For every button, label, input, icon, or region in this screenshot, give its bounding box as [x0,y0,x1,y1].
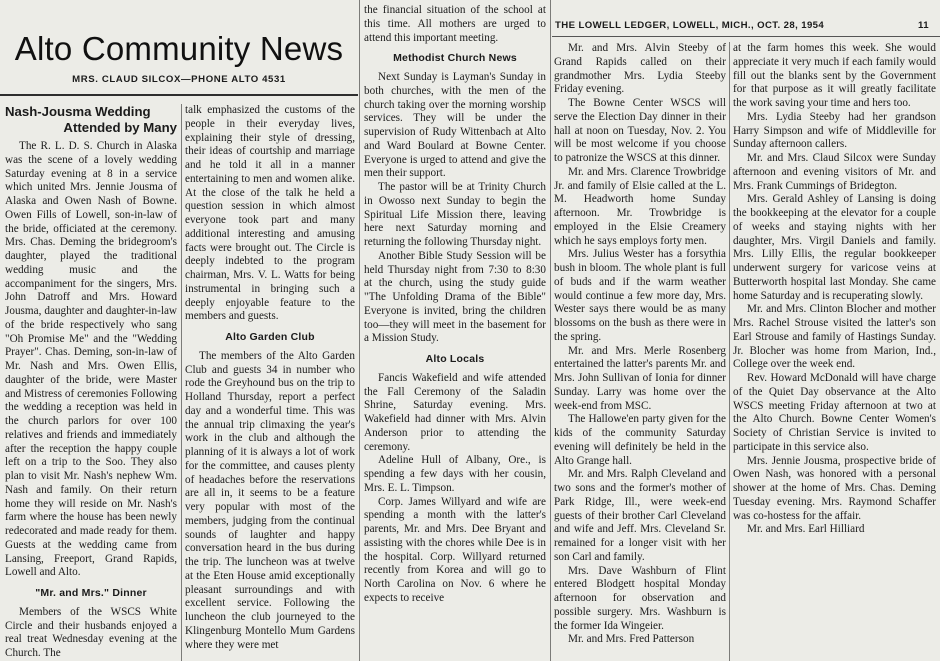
methodist-text-1: Next Sunday is Layman's Sunday in both churches, with the men of the church taking over the morning worship services. They will be under the supervision of Rudy Wittenbach at Alto and Ward Boulard at Bowne Center. Everyone is urged to attend and give the men their support. [364,71,546,180]
locals-item: Mr. and Mrs. Clinton Blocher and mother Mrs. Rachel Strouse visited the latter's son Earl Strouse and family of Hastings Sunday. Jr. Blocher was home from Marion, Ind., College over the week end. [733,303,936,371]
locals-item: Mrs. Jennie Jousma, prospective bride of Owen Nash, was honored with a personal shower at the home of Mrs. Chas. Deming Tuesday evening. Mrs. Raymond Schaffer was co-hostess for the affair. [733,454,936,522]
column-locals-2 [733,42,936,661]
wedding-headline-line2: Attended by Many [63,120,177,135]
folio-text: THE LOWELL LEDGER, LOWELL, MICH., OCT. 28, 1954 [555,20,825,31]
masthead-title: Alto Community News [14,30,344,67]
dinner-heading: "Mr. and Mrs." Dinner [35,587,147,599]
methodist-heading: Methodist Church News [393,52,517,65]
column-rule [550,0,551,661]
alto-locals-heading: Alto Locals [425,353,485,365]
locals-item: Mr. and Mrs. Clarence Trowbridge Jr. and family of Elsie called at the L. M. Headworth home Sunday afternoon. Mr. Trowbridge is employed in the Elsie Creamery which he says employs forty men. [554,165,726,247]
masthead-rule [0,94,358,96]
masthead-subtitle: MRS. CLAUD SILCOX—PHONE ALTO 4531 [72,74,286,85]
locals-item: The Hallowe'en party given for the kids of the community Saturday evening will definitely be held in the Alto Grange hall. [554,413,726,467]
column-rule [729,42,730,661]
locals-item: Mr. and Mrs. Alvin Steeby of Grand Rapids called on their grandmother Mrs. Lydia Steeby Friday evening. [554,42,726,96]
locals-item: Mr. and Mrs. Fred Patterson [568,633,695,646]
locals-item: Mrs. Dave Washburn of Flint entered Blodgett hospital Monday afternoon for observation and possible surgery. Mrs. Washburn is the former Ida Wingeier. [554,564,726,632]
column-rule [359,0,360,661]
locals-text-3: Corp. James Willyard and wife are spending a month with the latter's parents, Mr. and Mrs. Dee Bryant and assisting with the chores while Dee is in the hospital. Corp. Willyard returned recently from Korea and will go to North Carolina on Nov. 6 where he expects to receive [364,495,546,604]
wedding-article-text: The R. L. D. S. Church in Alaska was the scene of a lovely wedding Saturday evening at 8 in a service which united Mrs. Jennie Jousma of Alaska and Owen Nash of Bowne. Owen Fills of Lowell, son-in-law of the bride, officiated at the ceremony. Mrs. Chas. Deming the bridegroom's daughter, played the traditional wedding music and the accompaniment for the singers, Mrs. John Datroff and Mrs. Howard Jousma, daughter and daughter-in-law of the bride respectively who sang "Oh Promise Me" and the "Wedding Prayer". Chas. Deming, son-in-law of Mr. Nash and Mrs. Owen Ellis, daughter of the bride, were Master and Mistress of ceremonies Following the wedding a reception was held in the church parlors for over 100 relatives and friends and immediately after the reception the happy couple left on a trip to the Soo. They also plan to visit Mr. Nash's nephew Wm. Nash and family. On their return home they will reside on Mr. Nash's farm where the house has been newly redecorated and made ready for them. Guests at the wedding came from Lansing, Freeport, Grand Rapids, Lowell and Alto. [5,140,177,579]
talk-continued-text: talk emphasized the customs of the people in their everyday lives, explaining their style of dressing, their ideas of courtship and marriage and he told it all in a manner entertaining to men and women alike. At the close of the talk he held a question session in which almost everyone took part and many additional interesting and amusing facts were brought out. The Circle is deeply indebted to the program chairman, Mrs. V. L. Watts for being instrumental in bringing such a deeply enjoyable feature to the members and guests. [185,104,355,323]
column-wedding [5,104,177,661]
garden-club-text: The members of the Alto Garden Club and guests 34 in number who rode the Greyhound bus on the trip to Holland Thursday, report a perfect day and a wonderful time. This was the annual trip climaxing the year's work in the club and although the planning of it is always a lot of work for the committee, and causes plenty of headaches before the reservations are all in, it seems to be a feature very popular with most of the members, judging from the continual sounds of laughter and happy conversation heard in the bus during the trip. The luncheon was at twelve at the Eten House amid exceptionally pleasant surroundings and with excellent service. Following the luncheon the club journeyed to the Klingenburg Montello Mum Gardens where they were met [185,349,355,651]
garden-club-heading: Alto Garden Club [225,331,315,343]
locals-item: Mr. and Mrs. Ralph Cleveland and two sons and the former's mother of Park Ridge, Ill., were week-end guests of their brother Carl Cleveland and wife and Jeff. Mrs. Cleveland Sr. remained for a longer visit with her son Carl and family. [554,468,726,563]
methodist-text-3: Another Bible Study Session will be held Thursday night from 7:30 to 8:30 at the church, using the study guide "The Unfolding Drama of the Bible" Everyone is invited, bring the children too—they will meet in the basement for a Mission Study. [364,249,546,345]
locals-item: Mr. and Mrs. Claud Silcox were Sunday afternoon and evening visitors of Mr. and Mrs. Frank Cummings of Bridegton. [733,152,936,192]
meeting-continued-text: the financial situation of the school at this time. All mothers are urged to attend this important meeting. [364,4,546,44]
wedding-headline-line1: Nash-Jousma Wedding [5,104,151,119]
dinner-text: Members of the WSCS White Circle and their husbands enjoyed a real treat Wednesday evening at the Church. The [5,605,177,659]
locals-item: at the farm homes this week. She would appreciate it very much if each family would fill out the blanks sent by the Government for that purpose as it will greatly facilitate the work saving your time and hers too. [733,42,936,109]
locals-item: Mrs. Lydia Steeby had her grandson Harry Simpson and wife of Middleville for Sunday afternoon callers. [733,110,936,151]
page-number: 11 [918,20,929,31]
locals-text-2: Adeline Hull of Albany, Ore., is spending a few days with her cousin, Mrs. E. L. Timpson. [364,454,546,494]
locals-item: Mr. and Mrs. Earl Hilliard [747,523,865,536]
locals-item: The Bowne Center WSCS will serve the Election Day dinner in their hall at noon on Tuesday, Nov. 2. You will be most welcome if you choose to patronize the WSCS at this dinner. [554,97,726,164]
column-church-news [364,0,546,661]
locals-item: Rev. Howard McDonald will have charge of the Quiet Day observance at the Alto WSCS meeting Friday afternoon at two at the Alto Church. Bowne Center Women's Society of Christian Service is invited to participate in this service also. [733,372,936,453]
column-rule [181,104,182,661]
methodist-text-2: The pastor will be at Trinity Church in Owosso next Sunday to begin the Spiritual Life Mission there, leaving here next Saturday morning and returning the following Thursday night. [364,181,546,248]
column-locals-1 [554,42,726,661]
folio-rule [552,36,940,37]
locals-item: Mr. and Mrs. Merle Rosenberg entertained the latter's parents Mr. and Mrs. John Sullivan of Ionia for dinner Sunday. Larry was home over the week-end from MSC. [554,344,726,412]
locals-text-1: Fancis Wakefield and wife attended the Fall Ceremony of the Saladin Shrine, Saturday evening. Mrs. Wakefield had dinner with Mrs. Alvin Anderson prior to attending the ceremony. [364,371,546,453]
column-garden-club [185,104,355,661]
folio-line [555,20,935,31]
locals-item: Mrs. Julius Wester has a forsythia bush in bloom. The whole plant is full of buds and if the warm weather would continue a few more day, Mrs. Wester says there would be as many blossoms on the bush as there were in the spring. [554,248,726,343]
locals-item: Mrs. Gerald Ashley of Lansing is doing the bookkeeping at the elevator for a couple of weeks and staying nights with her daughter, Mrs. Virgil Daniels and family. Mrs. Lilly Ellis, the regular bookkeeper underwent surgery for varicose veins at Butterworth hospital last Monday. She came home Saturday and is recuperating slowly. [733,193,936,302]
